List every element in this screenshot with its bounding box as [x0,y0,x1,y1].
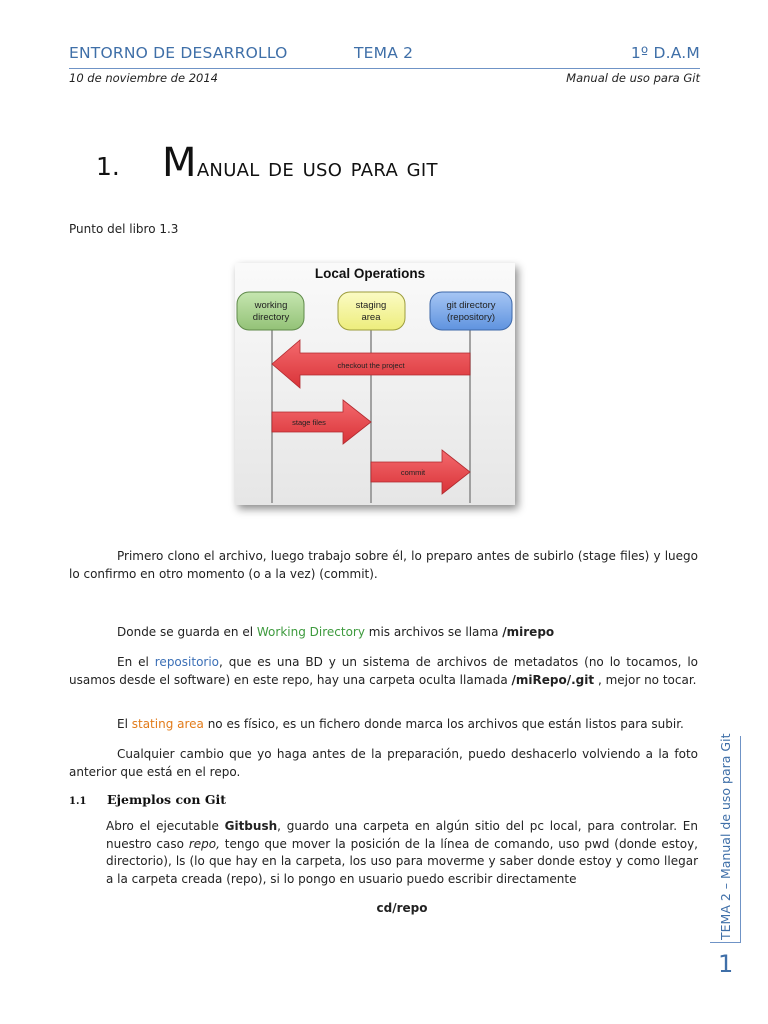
header-course: 1º D.A.M [630,44,700,62]
paragraph-3 [69,654,698,689]
page-number: 1 [718,950,734,978]
paragraph-4 [69,716,698,734]
p4-text-b: no es físico, es un fichero donde marca los archivos que están listos para subir. [203,717,684,731]
heading-number: 1. [96,152,120,181]
header-doc-title: Manual de uso para Git [566,71,700,85]
p3-text-b: , que es una BD y un sistema de archivos de metadatos (no lo tocamos, lo usamos desde el software) en este repo, hay una carpeta oculta llamada [69,655,698,687]
p3-text-c: , mejor no tocar. [594,672,697,687]
p3-code: /miRepo/.git [511,672,595,687]
heading-title [162,140,438,186]
header-bottom [69,71,700,89]
command-line [106,900,698,918]
paragraph-5: Cualquier cambio que yo haga antes de la preparación, puedo deshacerlo volviendo a la foto anterior que está en el repo. [69,747,698,779]
local-operations-figure [235,263,515,505]
git-directory-node [430,292,512,330]
staging-area-node [338,292,405,330]
repositorio-term: repositorio [154,655,220,669]
subsection-number: 1.1 [69,796,87,807]
p2-text-b: mis archivos se llama [364,625,503,639]
checkout-label: checkout the project [337,361,405,370]
paragraph-2 [69,624,698,642]
side-footer-line [710,942,741,943]
header-divider [69,68,700,69]
subsection-title: Ejemplos con Git [107,792,227,807]
command-text: cd/repo [376,901,428,915]
header-topic: TEMA 2 [354,44,414,62]
working-directory-line1: working [254,300,288,311]
side-label: TEMA 2 – Manual de uso para Git [718,733,733,940]
staging-area-line1: staging [355,300,387,311]
stage-files-label: stage files [292,418,326,427]
working-directory-line2: directory [252,312,290,323]
working-directory-term: Working Directory [256,625,365,639]
header-top [69,44,700,66]
stating-area-term: stating area [131,717,204,731]
paragraph-1: Primero clono el archivo, luego trabajo sobre él, lo preparo antes de subirlo (stage files) y luego lo confirmo en otro momento (o a la vez) (commit). [69,549,698,581]
commit-label: commit [400,468,426,477]
heading-rest: anual de uso para git [196,153,438,183]
gitbush-term: Gitbush [224,819,278,833]
p2-code: /mirepo [502,625,555,639]
header-subject: ENTORNO DE DESARROLLO [69,44,288,62]
staging-area-line2: area [361,312,381,323]
p4-text-a: El [117,717,132,731]
local-operations-diagram [235,263,515,505]
subsection-heading [69,792,226,807]
repo-term: repo, [188,836,220,851]
figure-title: Local Operations [314,266,426,281]
sub-text-b: , guardo una carpeta en algún sitio del pc local, para controlar. En nuestro caso [106,819,698,851]
sub-text-a: Abro el ejecutable [106,819,225,833]
working-directory-node [237,292,304,330]
p2-text-a: Donde se guarda en el [117,625,257,639]
sub-text-c: tengo que mover la posición de la línea de comando, uso pwd (donde estoy, directorio), ls (lo que hay en la carpeta, los uso para moverme y saber donde estoy y como llegar a la carpeta creada (repo), si lo pongo en usuario puedo escribir directamente [106,836,698,886]
git-directory-line1: git directory [446,300,496,311]
header-date: 10 de noviembre de 2014 [69,71,218,85]
p3-text-a: En el [117,655,155,669]
heading-first-letter: M [162,140,197,186]
git-directory-line2: (repository) [446,312,496,323]
side-divider [740,736,741,942]
subsection-paragraph [106,818,698,888]
section-ref: Punto del libro 1.3 [69,222,179,236]
